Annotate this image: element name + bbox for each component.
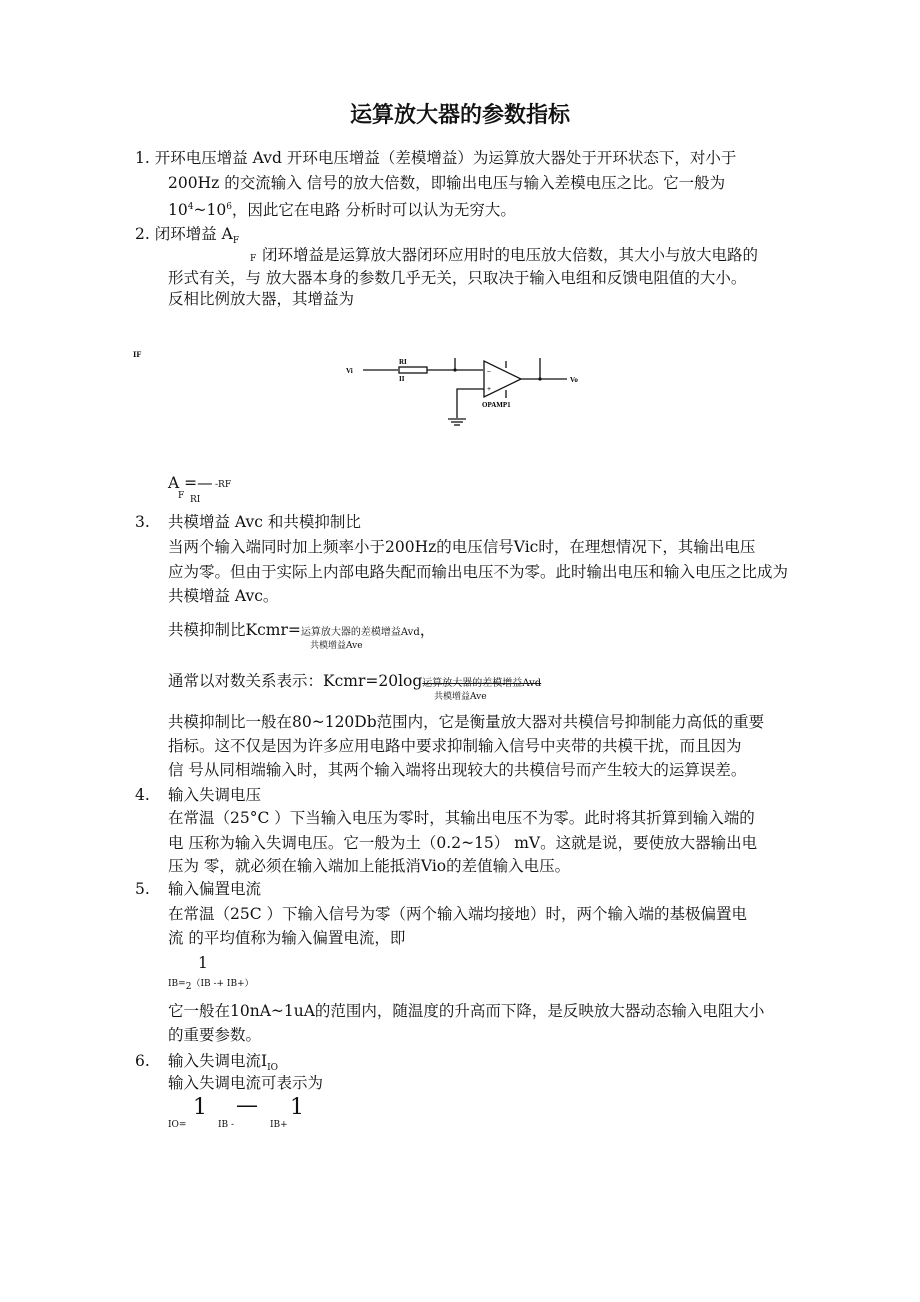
- s3-line1: 当两个输入端同时加上频率小于200Hz的电压信号Vic时，在理想情况下，其输出电压: [168, 538, 756, 556]
- s5-num: 5.: [135, 880, 150, 898]
- kcmr-log-den: 共模增益Ave: [434, 692, 487, 702]
- ib-frac-one: 1: [198, 954, 208, 972]
- s3-line6: 信 号从同相端输入时，其两个输入端将出现较大的共模信号而产生较大的运算误差。: [168, 761, 747, 779]
- ib-formula: [168, 979, 254, 992]
- gain-formula-f: F: [178, 491, 185, 501]
- s4-heading: 输入失调电压: [168, 786, 262, 804]
- kcmr-formula: [168, 620, 435, 643]
- s3-line5: 指标。这不仅是因为许多应用电路中要求抑制输入信号中夹带的共模干扰，而且因为: [168, 737, 742, 755]
- s3-num: 3.: [135, 513, 150, 531]
- io-one-1: 1: [193, 1095, 207, 1120]
- r1-label: RI: [399, 358, 407, 366]
- s2-line1: 闭环增益是运算放大器闭环应用时的电压放大倍数，其大小与放大电路的: [262, 246, 759, 264]
- t: 运算放大器的差模增益Avd: [422, 678, 542, 689]
- plus-label: +: [487, 385, 491, 393]
- s4-line1: 在常温（25°C ）下当输入电压为零时，其输出电压不为零。此时将其折算到输入端的: [168, 809, 755, 827]
- kcmr-log-formula: [168, 671, 541, 694]
- s4-line2: 电 压称为输入失调电压。它一般为土（0.2~15） mV。这就是说，要使放大器输出电: [168, 834, 758, 852]
- t: 10: [168, 201, 188, 220]
- t: 通常以对数关系表示：Kcmr=20log: [168, 672, 423, 690]
- s2-line2: 形式有关，与 放大器本身的参数几乎无关，只取决于输入电组和反馈电阻值的大小。: [168, 269, 747, 287]
- s5-line3: 它一般在10nA~1uA的范围内，随温度的升高而下降，是反映放大器动态输入电阻大小: [168, 1002, 765, 1020]
- s6-line1: 输入失调电流可表示为: [168, 1074, 324, 1092]
- io-formula: IO=: [168, 1120, 187, 1130]
- t: ，: [419, 621, 436, 639]
- io-dash: —: [236, 1093, 258, 1118]
- s5-line2: 流 的平均值称为输入偏置电流，即: [168, 929, 406, 947]
- s1-line1: 1. 开环电压增益 Avd 开环电压增益（差模增益）为运算放大器处于开环状态下，对小于: [135, 149, 737, 167]
- gain-formula-a: A =—: [168, 474, 213, 492]
- t: 6: [226, 202, 232, 212]
- page-title: 运算放大器的参数指标: [349, 102, 570, 128]
- s6-num: 6.: [135, 1052, 150, 1070]
- s3-line3: 共模增益 Avc。: [168, 587, 279, 605]
- s5-heading: 输入偏置电流: [168, 880, 262, 898]
- t: IO: [267, 1063, 279, 1074]
- t: 输入失调电流I: [168, 1052, 268, 1070]
- opamp-label: OPAMP1: [482, 401, 511, 409]
- s3-heading: 共模增益 Avc 和共模抑制比: [168, 513, 361, 531]
- io-ib-plus: IB+: [270, 1120, 288, 1130]
- if-label: IF: [133, 350, 142, 359]
- t: 共模抑制比Kcmr=: [168, 621, 301, 639]
- s4-num: 4.: [135, 786, 150, 804]
- vo-label: Vo: [570, 376, 578, 384]
- junction-dot: [453, 368, 456, 371]
- s5-line1: 在常温（25C ）下输入信号为零（两个输入端均接地）时，两个输入端的基极偏置电: [168, 905, 748, 923]
- s2-line3: 反相比例放大器，其增益为: [168, 290, 355, 308]
- t: F: [232, 236, 240, 247]
- minus-label: −: [487, 368, 491, 376]
- t: （IB -+ IB+）: [191, 979, 254, 989]
- io-ib-minus: IB -: [218, 1120, 235, 1130]
- t: ，因此它在电路 分析时可以认为无穷大。: [231, 201, 516, 220]
- t: 2. 闭环增益 A: [135, 225, 233, 243]
- vi-label: Vi: [346, 367, 353, 375]
- s2-sub-f: F: [250, 254, 257, 264]
- t: 4: [187, 202, 194, 212]
- gain-formula-ri: RI: [190, 495, 201, 505]
- junction-dot: [538, 377, 541, 380]
- kcmr-den: 共模增益Ave: [310, 641, 363, 651]
- s1-line2: 200Hz 的交流输入 信号的放大倍数，即输出电压与输入差模电压之比。它一般为: [168, 174, 726, 192]
- t: ~10: [193, 201, 227, 220]
- t: IB=: [168, 979, 186, 989]
- t: 2: [185, 981, 192, 992]
- t: 运算放大器的差模增益Avd: [300, 627, 420, 638]
- i1-label: II: [399, 375, 405, 383]
- s5-line4: 的重要参数。: [168, 1026, 262, 1044]
- io-one-2: 1: [290, 1095, 304, 1120]
- s4-line3: 压为 零，就必须在输入端加上能抵消Vio的差值输入电压。: [168, 857, 571, 875]
- s3-line4: 共模抑制比一般在80~120Db范围内，它是衡量放大器对共模信号抑制能力高低的重要: [168, 713, 765, 731]
- gain-formula-rf: -RF: [215, 480, 232, 490]
- s3-line2: 应为零。但由于实际上内部电路失配而输出电压不为零。此时输出电压和输入电压之比成为: [168, 563, 789, 581]
